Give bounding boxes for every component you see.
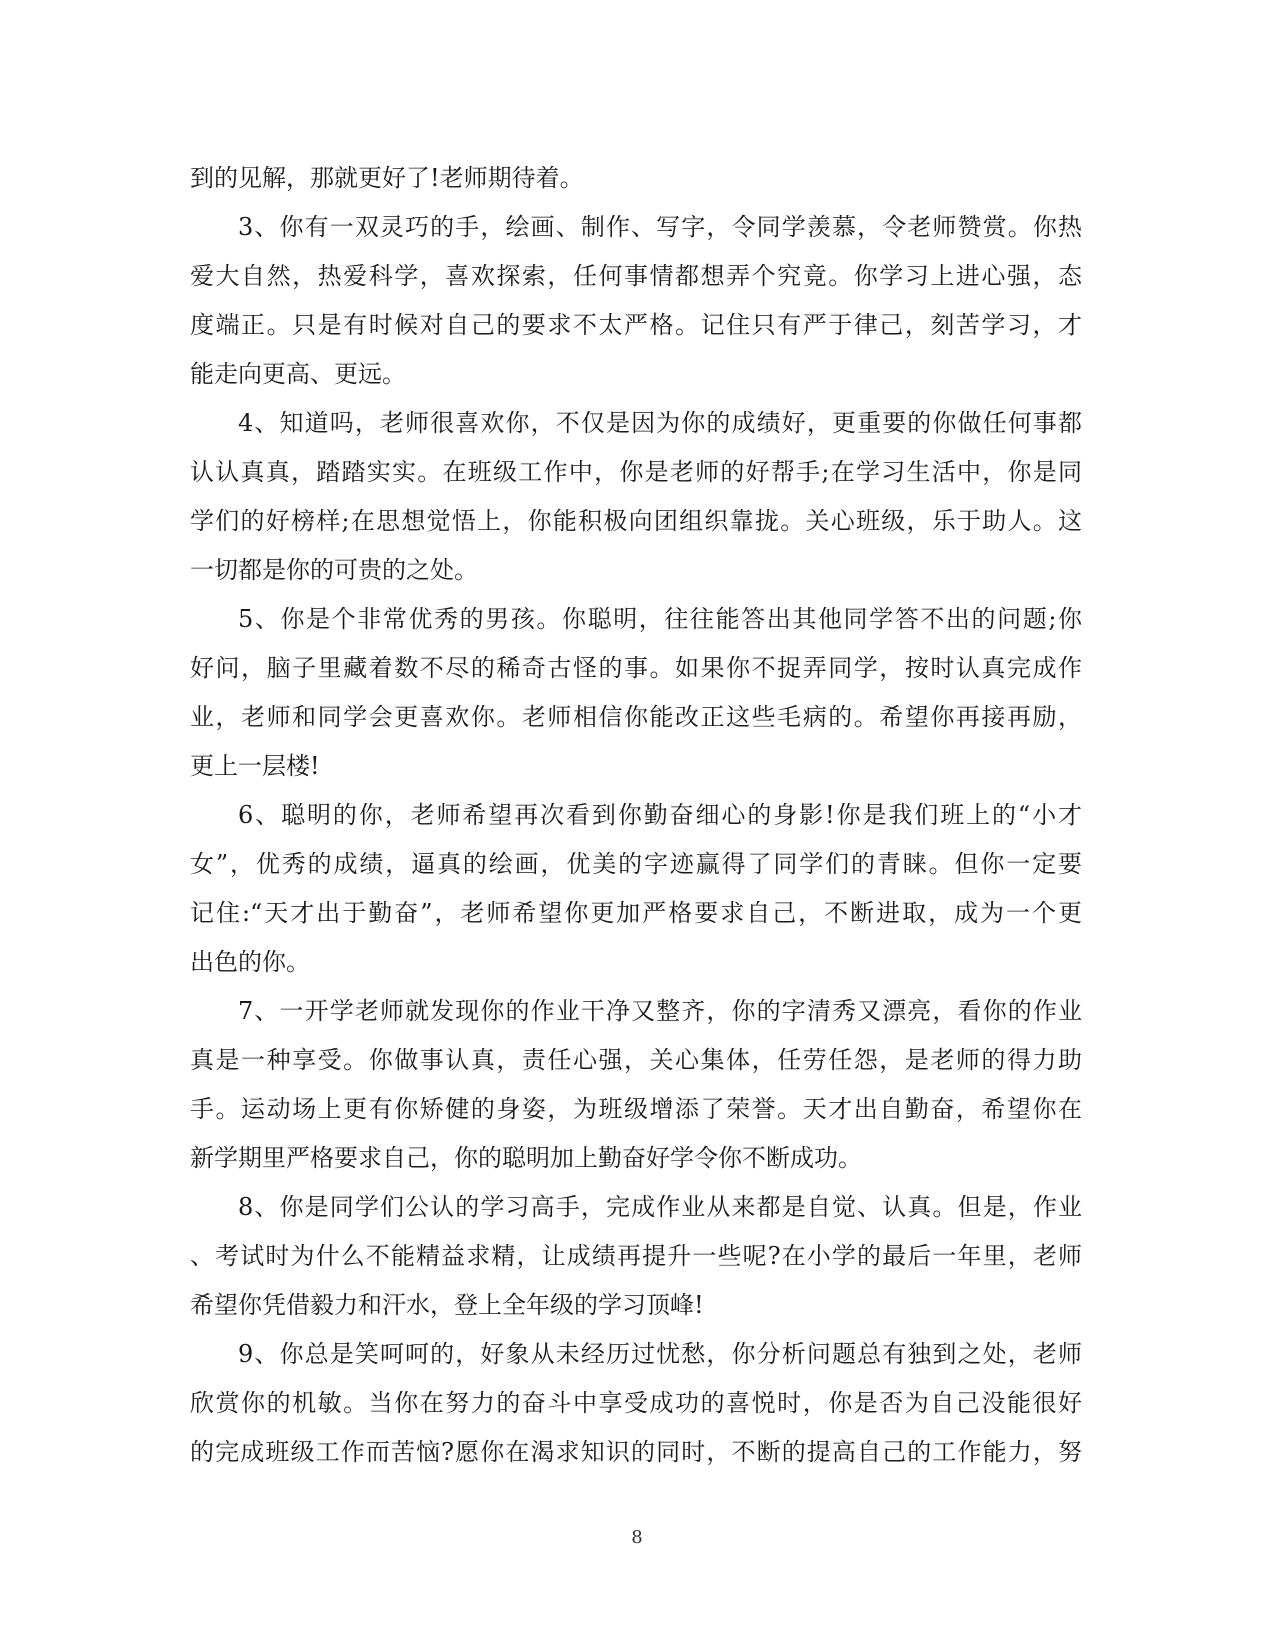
paragraph-7-line: 7、一开学老师就发现你的作业干净又整齐，你的字清秀又漂亮，看你的作业 [238,997,1082,1025]
paragraph-7-line: 真是一种享受。你做事认真，责任心强，关心集体，任劳任怨，是老师的得力助 [190,1046,1082,1074]
paragraph-5-line: 业，老师和同学会更喜欢你。老师相信你能改正这些毛病的。希望你再接再励， [190,703,1082,731]
paragraph-3-line: 3、你有一双灵巧的手，绘画、制作、写字，令同学羡慕，令老师赞赏。你热 [238,213,1082,241]
text-line: 到的见解，那就更好了!老师期待着。 [190,164,584,192]
paragraph-8-line: 、考试时为什么不能精益求精，让成绩再提升一些呢?在小学的最后一年里，老师 [190,1242,1082,1270]
paragraph-4-line: 学们的好榜样;在思想觉悟上，你能积极向团组织靠拢。关心班级，乐于助人。这 [190,507,1082,535]
paragraph-6-line: 出色的你。 [190,948,310,976]
paragraph-5-line: 5、你是个非常优秀的男孩。你聪明，往往能答出其他同学答不出的问题;你 [238,605,1082,633]
paragraph-8-line: 希望你凭借毅力和汗水，登上全年级的学习顶峰! [190,1291,704,1319]
document-body [190,154,1082,1477]
paragraph-6-line: 6、聪明的你，老师希望再次看到你勤奋细心的身影!你是我们班上的“小才 [238,801,1082,829]
paragraph-3-line: 度端正。只是有时候对自己的要求不太严格。记住只有严于律己，刻苦学习，才 [190,311,1082,339]
paragraph-6-line: 女”，优秀的成绩，逼真的绘画，优美的字迹赢得了同学们的青睐。但你一定要 [190,850,1082,878]
paragraph-5-line: 好问，脑子里藏着数不尽的稀奇古怪的事。如果你不捉弄同学，按时认真完成作 [190,654,1082,682]
paragraph-4-line: 认认真真，踏踏实实。在班级工作中，你是老师的好帮手;在学习生活中，你是同 [190,458,1082,486]
paragraph-9-line: 的完成班级工作而苦恼?愿你在渴求知识的同时，不断的提高自己的工作能力，努 [190,1438,1082,1466]
paragraph-7-line: 新学期里严格要求自己，你的聪明加上勤奋好学令你不断成功。 [190,1144,862,1172]
page-number: 8 [631,1527,643,1548]
paragraph-9-line: 欣赏你的机敏。当你在努力的奋斗中享受成功的喜悦时，你是否为自己没能很好 [190,1389,1082,1417]
paragraph-5-line: 更上一层楼! [190,752,320,780]
paragraph-3-line: 能走向更高、更远。 [190,360,406,388]
paragraph-3-line: 爱大自然，热爱科学，喜欢探索，任何事情都想弄个究竟。你学习上进心强，态 [190,262,1082,290]
paragraph-6-line: 记住:“天才出于勤奋”，老师希望你更加严格要求自己，不断进取，成为一个更 [190,899,1082,927]
paragraph-9-line: 9、你总是笑呵呵的，好象从未经历过忧愁，你分析问题总有独到之处，老师 [238,1340,1082,1368]
paragraph-4-line: 4、知道吗，老师很喜欢你，不仅是因为你的成绩好，更重要的你做任何事都 [238,409,1082,437]
paragraph-7-line: 手。运动场上更有你矫健的身姿，为班级增添了荣誉。天才出自勤奋，希望你在 [190,1095,1082,1123]
paragraph-8-line: 8、你是同学们公认的学习高手，完成作业从来都是自觉、认真。但是，作业 [238,1193,1082,1221]
paragraph-4-line: 一切都是你的可贵的之处。 [190,556,478,584]
